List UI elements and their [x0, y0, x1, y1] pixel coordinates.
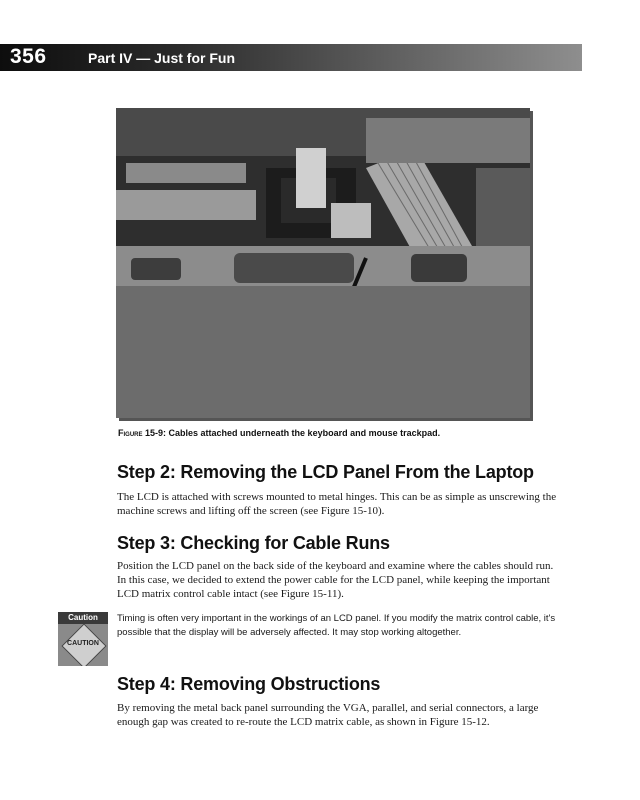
part-title: Part IV — Just for Fun — [88, 50, 236, 66]
caution-sign — [58, 624, 108, 666]
section-body-step-4: By removing the metal back panel surrounding the VGA, parallel, and serial connectors, a large enough gap was created to re-route the LCD matrix cable, as shown in Figure 15-12. — [117, 702, 539, 728]
caution-icon-text: CAUTION — [67, 640, 99, 647]
section-heading-step-2: Step 2: Removing the LCD Panel From the Laptop — [117, 462, 534, 482]
section-body-step-2: The LCD is attached with screws mounted to metal hinges. This can be as simple as unscrewing the machine screws and lifting off the screen (see Figure 15-10). — [117, 491, 557, 517]
figure-photo — [116, 108, 530, 418]
caution-label: Caution — [58, 612, 108, 624]
laptop-internals-illustration — [116, 108, 530, 418]
figure-caption — [118, 428, 440, 438]
caution-icon — [58, 612, 108, 666]
figure-label: Figure 15-9: — [118, 428, 167, 438]
caution-note: Timing is often very important in the workings of an LCD panel. If you modify the matrix control cable, it's possible that the display will be adversely affected. It may stop working altogether. — [117, 613, 556, 638]
section-body-step-3: Position the LCD panel on the back side of the keyboard and examine where the cables should run. In this case, we decided to extend the power cable for the LCD panel, while keeping the important LCD matrix control cable intact (see Figure 15-11). — [117, 560, 554, 600]
section-heading-step-3: Step 3: Checking for Cable Runs — [117, 533, 390, 553]
section-heading-step-4: Step 4: Removing Obstructions — [117, 674, 381, 694]
figure-caption-text: Cables attached underneath the keyboard and mouse trackpad. — [168, 428, 441, 438]
page-number: 356 — [10, 45, 47, 68]
